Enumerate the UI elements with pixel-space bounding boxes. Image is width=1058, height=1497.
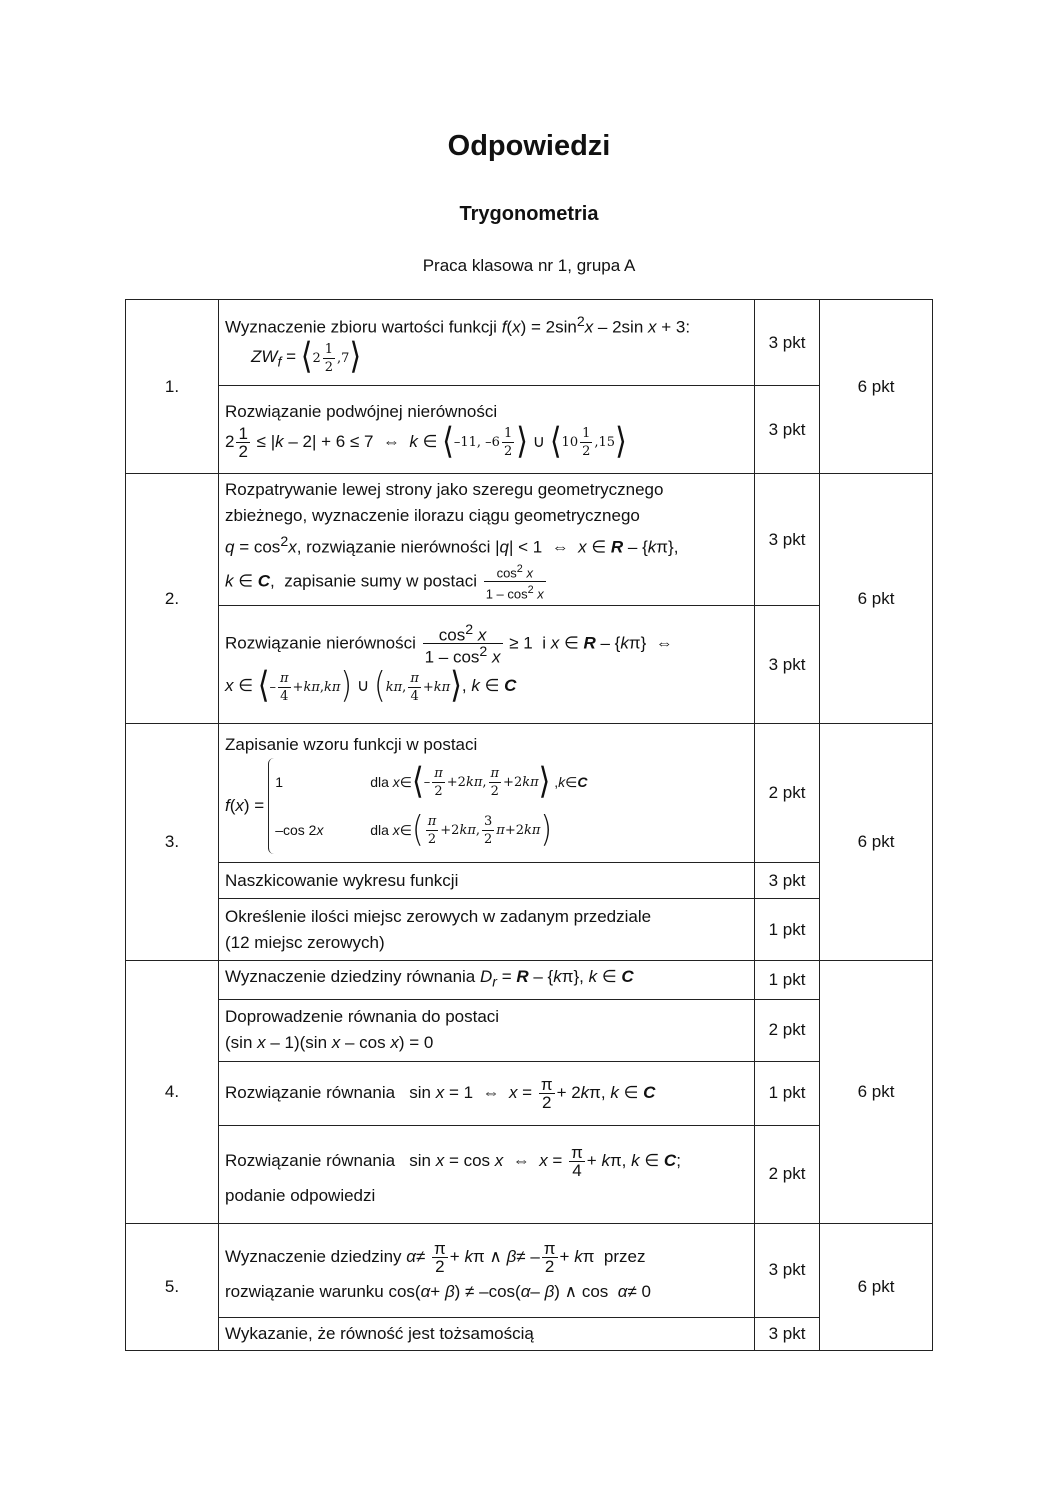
criterion-text: zbieżnego, wyznaczenie ilorazu ciągu geometrycznego <box>225 506 640 525</box>
points-cell: 1 pkt <box>755 961 820 999</box>
criterion-cell: Zapisanie wzoru funkcji w postaci f(x) = 1 dla x ∈ ⟨ – $\frac{\pi}{2}$ +2kπ, $\frac{\pi}{2}$ +2kπ ⟩ , k ∈ C –cos 2x dla x ∈ ( $\frac{\pi}{2}$ +2kπ, $\frac{3}{2}$ π+2kπ ) <box>219 724 755 863</box>
total-points: 6 pkt <box>820 1223 933 1350</box>
table-row <box>126 1125 933 1223</box>
criterion-text: Zapisanie wzoru funkcji w postaci <box>225 735 478 755</box>
criterion-text: dla <box>370 774 389 791</box>
criterion-text: Rozwiązanie nierówności <box>225 633 416 653</box>
criterion-cell <box>219 863 755 899</box>
task-number: 4. <box>126 961 219 1223</box>
points-cell: 3 pkt <box>755 863 820 899</box>
criterion-text: , rozwiązanie nierówności <box>296 537 491 557</box>
test-caption: Praca klasowa nr 1, grupa A <box>422 256 636 275</box>
criterion-text: rozwiązanie warunku <box>225 1282 384 1302</box>
task-number: 2. <box>126 474 219 724</box>
grading-table <box>125 299 933 1351</box>
total-points: 6 pkt <box>820 474 933 724</box>
criterion-text: dla <box>370 822 389 839</box>
table-row <box>126 1317 933 1350</box>
criterion-cell: Rozwiązanie równania sin x = 1 ⇔ x = $\frac{\pi}{2}$ + 2kπ, k ∈ C <box>219 1061 755 1125</box>
criterion-text: przez <box>603 1247 646 1267</box>
table-row <box>126 300 933 386</box>
section-subtitle: Trygonometria <box>459 203 599 225</box>
criterion-text: Wyznaczenie dziedziny równania <box>225 967 476 987</box>
points-cell: 3 pkt <box>755 300 820 386</box>
task-number: 1. <box>126 300 219 474</box>
table-row <box>126 961 933 999</box>
criterion-text: podanie odpowiedzi <box>225 1186 376 1206</box>
criterion-cell <box>219 899 755 961</box>
criterion-text: Rozwiązanie równania <box>225 1083 396 1103</box>
criterion-cell <box>219 1317 755 1350</box>
table-row <box>126 1061 933 1125</box>
points-cell: 2 pkt <box>755 999 820 1061</box>
criterion-cell: Doprowadzenie równania do postaci (sin x – 1)(sin x – cos x) = 0 <box>219 999 755 1061</box>
points-cell: 1 pkt <box>755 1061 820 1125</box>
task-number: 3. <box>126 724 219 961</box>
table-row <box>126 474 933 606</box>
criterion-text: Określenie ilości miejsc zerowych w zadanym przedziale <box>225 906 652 926</box>
criterion-text: Naszkicowanie wykresu funkcji <box>225 870 459 890</box>
criterion-cell: Wyznaczenie dziedziny równania $D_r = R - \{k\pi\}$, k ∈ C <box>219 961 755 999</box>
page-title: Odpowiedzi <box>447 130 611 162</box>
task-number: 5. <box>126 1223 219 1350</box>
total-points: 6 pkt <box>820 300 933 474</box>
points-cell: 3 pkt <box>755 1317 820 1350</box>
table-row <box>126 999 933 1061</box>
points-cell: 3 pkt <box>755 386 820 474</box>
total-points: 6 pkt <box>820 724 933 961</box>
criterion-text: zapisanie sumy w postaci <box>284 570 477 590</box>
points-cell: 3 pkt <box>755 474 820 606</box>
criterion-text: Rozwiązanie podwójnej nierówności <box>225 401 498 421</box>
points-cell: 1 pkt <box>755 899 820 961</box>
criterion-text: (12 miejsc zerowych) <box>225 932 385 952</box>
criterion-text: Wykazanie, że równość jest tożsamością <box>225 1323 534 1343</box>
criterion-cell: Rozwiązanie podwójnej nierówności 2 $\frac{1}{2}$ ≤ |k – 2| + 6 ≤ 7 ⇔ k ∈ ⟨–11, –6 $\frac{1}{2}$ ⟩ ∪ ⟨10 $\frac{1}{2}$ ,15⟩ <box>219 386 755 474</box>
criterion-text: Wyznaczenie zbioru wartości funkcji <box>225 317 497 337</box>
table-row <box>126 863 933 899</box>
table-row <box>126 899 933 961</box>
criterion-cell: Rozwiązanie równania sin x = cos x ⇔ x = $\frac{\pi}{4}$ + kπ, k ∈ C; podanie odpowiedzi <box>219 1125 755 1223</box>
table-row <box>126 724 933 863</box>
criterion-text: Doprowadzenie równania do postaci <box>225 1007 500 1027</box>
criterion-text: Wyznaczenie dziedziny <box>225 1247 402 1267</box>
table-row <box>126 1223 933 1317</box>
criterion-cell: Wyznaczenie dziedziny α≠ $\frac{\pi}{2}$ + kπ ∧ β≠ – $\frac{\pi}{2}$ + kπ przez rozwiązanie warunku cos(α+ β) ≠ –cos(α– β) ∧ cos α≠ 0 <box>219 1223 755 1317</box>
points-cell: 3 pkt <box>755 1223 820 1317</box>
criterion-cell: Rozwiązanie nierówności $\frac{\cos^2 x}{1 - \cos^2 x}$ ≥ 1 i x ∈ R – {kπ} ⇔ x ∈ ⟨– $\frac{\pi}{4}$ +kπ,kπ) ∪ (kπ, $\frac{\pi}{4}$ +kπ⟩, k ∈ C <box>219 606 755 724</box>
points-cell: 3 pkt <box>755 606 820 724</box>
criterion-text: Rozwiązanie równania <box>225 1151 396 1171</box>
table-row <box>126 606 933 724</box>
criterion-cell: Wyznaczenie zbioru wartości funkcji $f(x) = 2\sin^2x - 2\sin$ x + 3: $ZW_f$ = ⟨2 $\frac{1}{2}$ ,7⟩ <box>219 300 755 386</box>
total-points: 6 pkt <box>820 961 933 1223</box>
points-cell: 2 pkt <box>755 724 820 863</box>
points-cell: 2 pkt <box>755 1125 820 1223</box>
criterion-cell: Rozpatrywanie lewej strony jako szeregu geometrycznego zbieżnego, wyznaczenie ilorazu ciągu geometrycznego $q = \cos^2x$, rozwiązanie nierówności |q| < 1 ⇔ x ∈ R – {kπ}, k ∈ C, zapisanie sumy w postaci $\frac{\cos^2 x}{1 - \cos^2 x}$ <box>219 474 755 606</box>
table-row <box>126 386 933 474</box>
criterion-text: Rozpatrywanie lewej strony jako szeregu geometrycznego <box>225 480 664 499</box>
